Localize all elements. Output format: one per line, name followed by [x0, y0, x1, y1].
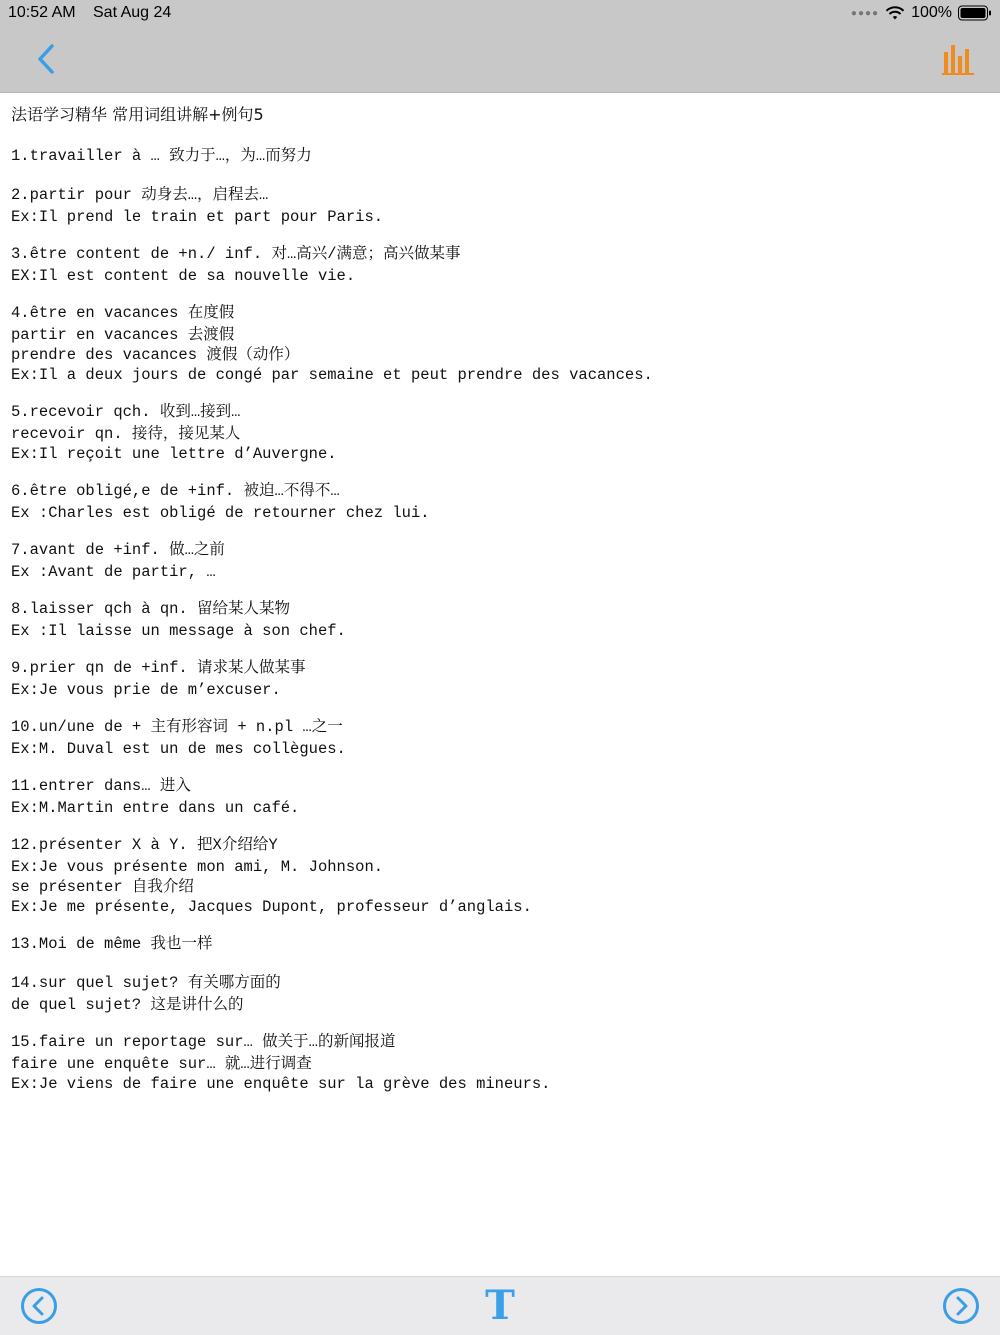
- navigation-bar: [0, 26, 1000, 93]
- article-content[interactable]: [11, 102, 991, 1267]
- phrase-line: recevoir qn. 接待，接见某人: [11, 425, 241, 443]
- phrase-entry: [11, 144, 991, 168]
- phrase-entry: [11, 479, 991, 523]
- phrase-line: Ex :Il laisse un message à son chef.: [11, 622, 346, 640]
- phrase-entry: [11, 301, 991, 385]
- phrase-line: Ex:M.Martin entre dans un café.: [11, 799, 300, 817]
- phrase-heading: 2.partir pour 动身去…，启程去…: [11, 186, 269, 204]
- phrase-entry: [11, 971, 991, 1015]
- chevron-left-icon: [30, 40, 64, 78]
- entry-list: [11, 144, 991, 1094]
- back-button[interactable]: [30, 40, 64, 78]
- phrase-line: Ex:Il a deux jours de congé par semaine et peut prendre des vacances.: [11, 366, 653, 384]
- phrase-line: prendre des vacances 渡假（动作）: [11, 346, 300, 364]
- phrase-heading: 13.Moi de même 我也一样: [11, 935, 213, 953]
- phrase-entry: [11, 833, 991, 917]
- phrase-heading: 12.présenter X à Y. 把X介绍给Y: [11, 836, 278, 854]
- phrase-heading: 11.entrer dans… 进入: [11, 777, 191, 795]
- phrase-entry: [11, 400, 991, 464]
- phrase-heading: 14.sur quel sujet? 有关哪方面的: [11, 974, 281, 992]
- phrase-line: Ex :Avant de partir, …: [11, 563, 216, 581]
- phrase-entry: [11, 774, 991, 818]
- phrase-entry: [11, 538, 991, 582]
- phrase-heading: 9.prier qn de +inf. 请求某人做某事: [11, 659, 306, 677]
- phrase-line: Ex:Je viens de faire une enquête sur la grève des mineurs.: [11, 1075, 551, 1093]
- cellular-dots-icon: ●●●●: [850, 7, 880, 19]
- phrase-line: faire une enquête sur… 就…进行调查: [11, 1055, 312, 1073]
- status-date: Sat Aug 24: [93, 4, 172, 21]
- status-right: [851, 4, 992, 22]
- phrase-entry: [11, 242, 991, 286]
- phrase-entry: [11, 656, 991, 700]
- phrase-heading: 3.être content de +n./ inf. 对…高兴/满意；高兴做某事: [11, 245, 461, 263]
- previous-button[interactable]: [20, 1287, 58, 1325]
- phrase-line: Ex:Il reçoit une lettre d’Auvergne.: [11, 445, 337, 463]
- phrase-line: Ex :Charles est obligé de retourner chez lui.: [11, 504, 430, 522]
- phrase-heading: 1.travailler à … 致力于…，为…而努力: [11, 147, 312, 165]
- phrase-line: Ex:Il prend le train et part pour Paris.: [11, 208, 384, 226]
- bar-chart-icon: [942, 40, 976, 78]
- phrase-line: de quel sujet? 这是讲什么的: [11, 996, 244, 1014]
- battery-percent: 100%: [911, 4, 952, 21]
- phrase-line: Ex:Je me présente, Jacques Dupont, professeur d’anglais.: [11, 898, 532, 916]
- status-bar: [0, 0, 1000, 26]
- battery-icon: [958, 5, 992, 21]
- phrase-entry: [11, 932, 991, 956]
- phrase-heading: 10.un/une de + 主有形容词 + n.pl …之一: [11, 718, 343, 736]
- phrase-entry: [11, 715, 991, 759]
- next-button[interactable]: [942, 1287, 980, 1325]
- phrase-heading: 7.avant de +inf. 做…之前: [11, 541, 225, 559]
- phrase-line: EX:Il est content de sa nouvelle vie.: [11, 267, 356, 285]
- phrase-line: partir en vacances 去渡假: [11, 326, 235, 344]
- circle-chevron-right-icon: [942, 1287, 980, 1325]
- stats-button[interactable]: [942, 40, 976, 78]
- phrase-heading: 4.être en vacances 在度假: [11, 304, 235, 322]
- phrase-entry: [11, 183, 991, 227]
- page-title: 法语学习精华 常用词组讲解+例句5: [11, 105, 264, 124]
- phrase-heading: 6.être obligé,e de +inf. 被迫…不得不…: [11, 482, 340, 500]
- font-size-button[interactable]: T: [485, 1282, 515, 1329]
- phrase-heading: 5.recevoir qch. 收到…接到…: [11, 403, 241, 421]
- phrase-line: se présenter 自我介绍: [11, 878, 194, 896]
- phrase-entry: [11, 1030, 991, 1094]
- status-time: 10:52 AM: [8, 4, 76, 21]
- phrase-heading: 15.faire un reportage sur… 做关于…的新闻报道: [11, 1033, 396, 1051]
- phrase-entry: [11, 597, 991, 641]
- phrase-line: Ex:M. Duval est un de mes collègues.: [11, 740, 346, 758]
- wifi-icon: [885, 6, 905, 21]
- phrase-line: Ex:Je vous présente mon ami, M. Johnson.: [11, 858, 384, 876]
- phrase-line: Ex:Je vous prie de m’excuser.: [11, 681, 281, 699]
- circle-chevron-left-icon: [20, 1287, 58, 1325]
- bottom-toolbar: [0, 1276, 1000, 1335]
- phrase-heading: 8.laisser qch à qn. 留给某人某物: [11, 600, 291, 618]
